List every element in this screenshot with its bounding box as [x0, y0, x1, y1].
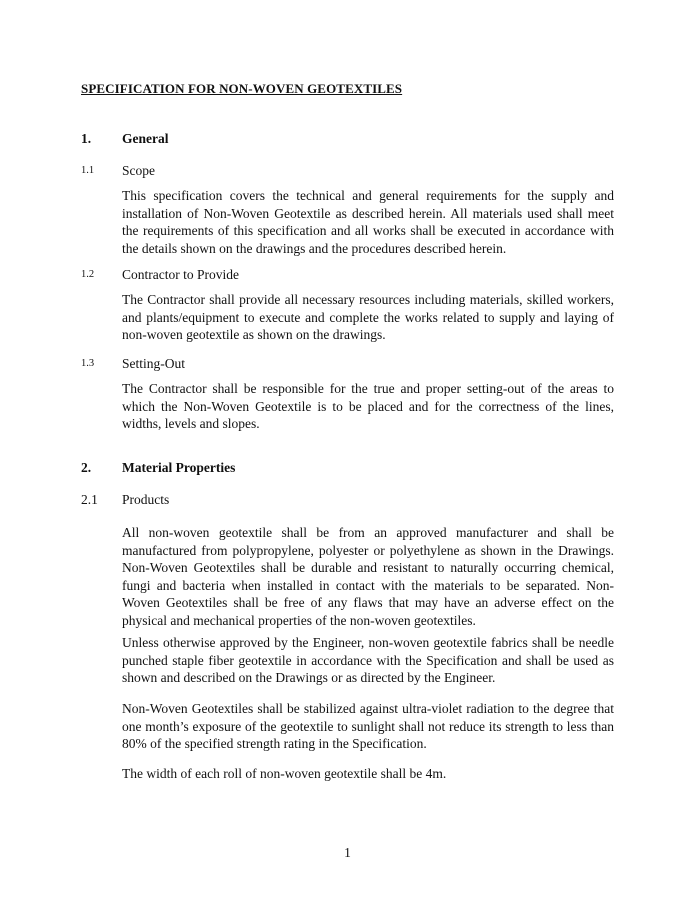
subsection-title: Products — [122, 492, 170, 507]
subsection-number: 1.1 — [81, 165, 95, 176]
page-number: 1 — [344, 845, 351, 860]
products-paragraph-1: All non-woven geotextile shall be from an approved manufacturer and shall be manufactured from polypropylene, polyester or polyethylene as shown in the Drawings. Non-Woven Geotextiles shall be durable and resistant to naturally occurring chemical, fungi and bacteria when installed in contact with the materials to be separated. Non-Woven Geotextiles shall be free of any flaws that may have an adverse effect on the physical and mechanical properties of the non-woven geotextiles. — [122, 525, 614, 628]
subsection-number: 2.1 — [81, 492, 98, 507]
subsection-title: Setting-Out — [122, 356, 185, 371]
section-title: Material Properties — [122, 460, 236, 475]
setting-out-paragraph: The Contractor shall be responsible for the true and proper setting-out of the areas to which the Non-Woven Geotextile is to be placed and for the correctness of the lines, widths, levels and slopes. — [122, 381, 614, 432]
subsection-title: Scope — [122, 163, 155, 178]
section-number: 1. — [81, 131, 92, 146]
section-number: 2. — [81, 460, 92, 475]
subsection-number: 1.2 — [81, 269, 95, 280]
section-title: General — [122, 131, 169, 146]
subsection-title: Contractor to Provide — [122, 267, 239, 282]
products-paragraph-2: Unless otherwise approved by the Engineer, non-woven geotextile fabrics shall be needle punched staple fiber geotextile in accordance with the Specification and shall be used as shown and described on the Drawings or as directed by the Engineer. — [122, 635, 614, 686]
document-title: SPECIFICATION FOR NON-WOVEN GEOTEXTILES — [81, 81, 403, 96]
contractor-paragraph: The Contractor shall provide all necessary resources including materials, skilled workers, and plants/equipment to execute and complete the works related to supply and laying of non-woven geotextile as shown on the drawings. — [122, 292, 614, 343]
scope-paragraph: This specification covers the technical and general requirements for the supply and installation of Non-Woven Geotextile as described herein. All materials used shall meet the requirements of this specification and all works shall be executed in accordance with the details shown on the drawings and the procedures described herein. — [122, 188, 614, 256]
products-paragraph-3: Non-Woven Geotextiles shall be stabilized against ultra-violet radiation to the degree that one month’s exposure of the geotextile to sunlight shall not reduce its strength to less than 80% of the specified strength rating in the Specification. — [122, 701, 614, 752]
products-paragraph-4: The width of each roll of non-woven geotextile shall be 4m. — [122, 766, 447, 781]
subsection-number: 1.3 — [81, 358, 95, 369]
